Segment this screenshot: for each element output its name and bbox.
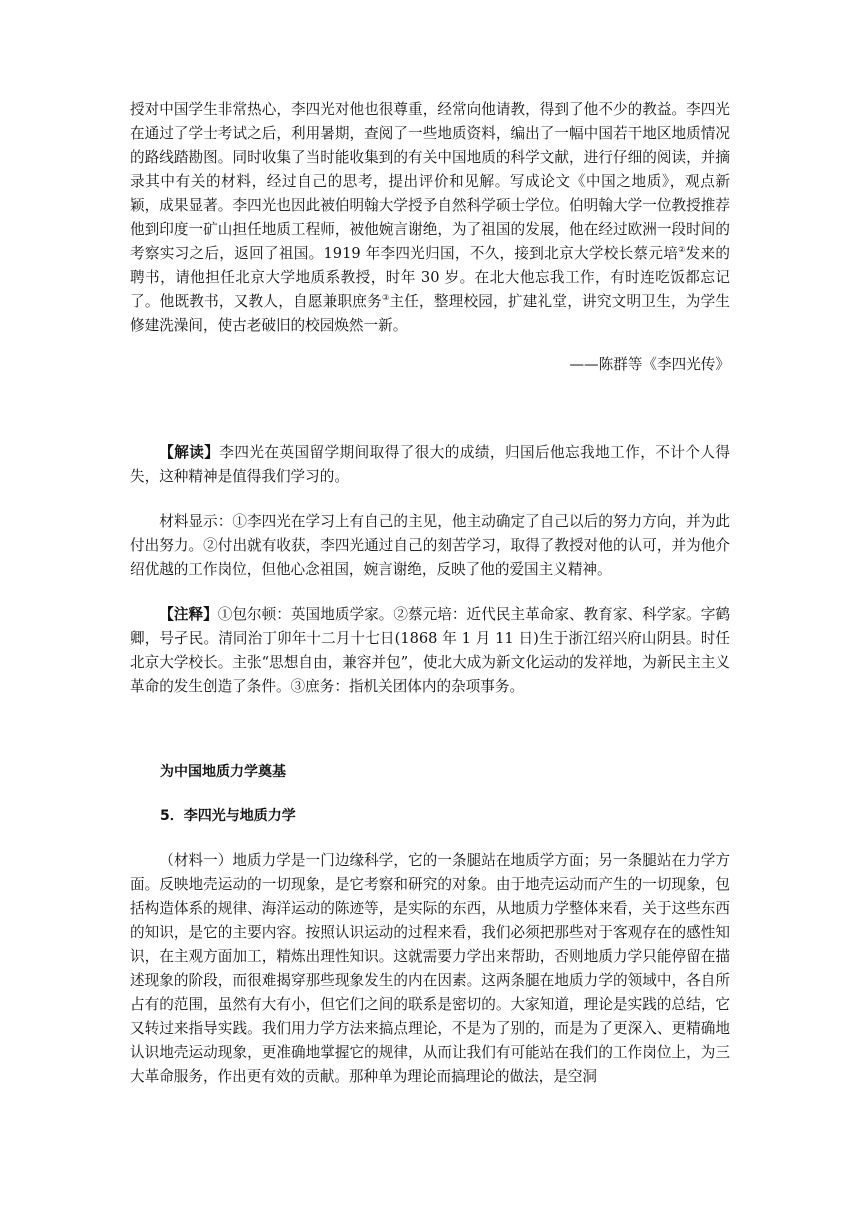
interpretation-text: 李四光在英国留学期间取得了很大的成绩，归国后他忘我地工作，不计个人得失，这种精神是值得我们学习的。 [130, 444, 730, 485]
material-one-text: 地质力学是一门边缘科学，它的一条腿站在地质学方面；另一条腿站在力学方面。反映地壳运动的一切现象，是它考察和研究的对象。由于地壳运动而产生的一切现象，包括构造体系的规律、海洋运动的陈迹等，是实际的东西，从地质力学整体来看，关于这些东西的知识，是它的主要内容。按照认识运动的过程来看，我们必须把那些对于客观存在的感性知识，在主观方面加工，精炼出理性知识。这就需要力学出来帮助，否则地质力学只能停留在描述现象的阶段，而很难揭穿那些现象发生的内在因素。这两条腿在地质力学的领域中，各自所占有的范围，虽然有大有小，但它们之间的联系是密切的。大家知道，理论是实践的总结，它又转过来指导实践。我们用力学方法来搞点理论，不是为了别的，而是为了更深入、更精确地认识地壳运动现象，更准确地掌握它的规律，从而让我们有可能站在我们的工作岗位上，为三大革命服务，作出更有效的贡献。那种单为理论而搞理论的做法，是空洞 [130, 852, 730, 1085]
notes-label: 【注释】 [159, 606, 218, 623]
footnote-marker-2: ② [678, 245, 686, 255]
material-text-part-3: 主任，整理校园，扩建礼堂，讲究文明卫生，为学生修建洗澡间，使古老破旧的校园焕然一新。 [130, 293, 730, 334]
subsection-heading: 5．李四光与地质力学 [160, 808, 296, 824]
notes-text: ①包尔顿：英国地质学家。②蔡元培：近代民主革命家、教育家、科学家。字鹤卿，号孑民。清同治丁卯年十二月十七日(1868 年 1 月 11 日)生于浙江绍兴府山阴县。时任北京大学校长。主张“思想自由，兼容并包”，使北大成为新文化运动的发祥地，为新民主主义革命的发生创造了条件。③庶务：指机关团体内的杂项事务。 [130, 606, 730, 695]
footnote-marker-3: ③ [381, 293, 390, 303]
section-heading: 为中国地质力学奠基 [160, 764, 286, 780]
material-display-paragraph: 材料显示：①李四光在学习上有自己的主见，他主动确定了自己以后的努力方向，并为此付出努力。②付出就有收获，李四光通过自己的刻苦学习，取得了教授对他的认可，并为他介绍优越的工作岗位，但他心念祖国，婉言谢绝，反映了他的爱国主义精神。 [130, 513, 730, 578]
interpretation-paragraph [130, 441, 730, 489]
material-text-part-2: 发来的聘书，请他担任北京大学地质系教授，时年 30 岁。在北大他忘我工作，有时连吃饭都忘记了。他既教书，又教人，自愿兼职庶务 [130, 245, 730, 310]
notes-paragraph [130, 603, 730, 699]
material-one-paragraph [130, 849, 730, 1089]
material-text-part-1: 授对中国学生非常热心，李四光对他也很尊重，经常向他请教，得到了他不少的教益。李四光在通过了学士考试之后，利用暑期，查阅了一些地质资料，编出了一幅中国若干地区地质情况的路线踏勘图。同时收集了当时能收集到的有关中国地质的科学文献，进行仔细的阅读，并摘录其中有关的材料，经过自己的思考，提出评价和见解。写成论文《中国之地质》，观点新颖，成果显著。李四光也因此被伯明翰大学授予自然科学硕士学位。伯明翰大学一位教授推荐他到印度一矿山担任地质工程师，被他婉言谢绝，为了祖国的发展，他在经过欧洲一段时间的考察实习之后，返回了祖国。1919 年李四光归国，不久，接到北京大学校长蔡元培 [130, 101, 730, 262]
material-one-label: （材料一） [159, 852, 233, 869]
material-paragraph [130, 98, 730, 338]
source-attribution: ——陈群等《李四光传》 [569, 356, 730, 373]
interpretation-label: 【解读】 [159, 444, 220, 461]
